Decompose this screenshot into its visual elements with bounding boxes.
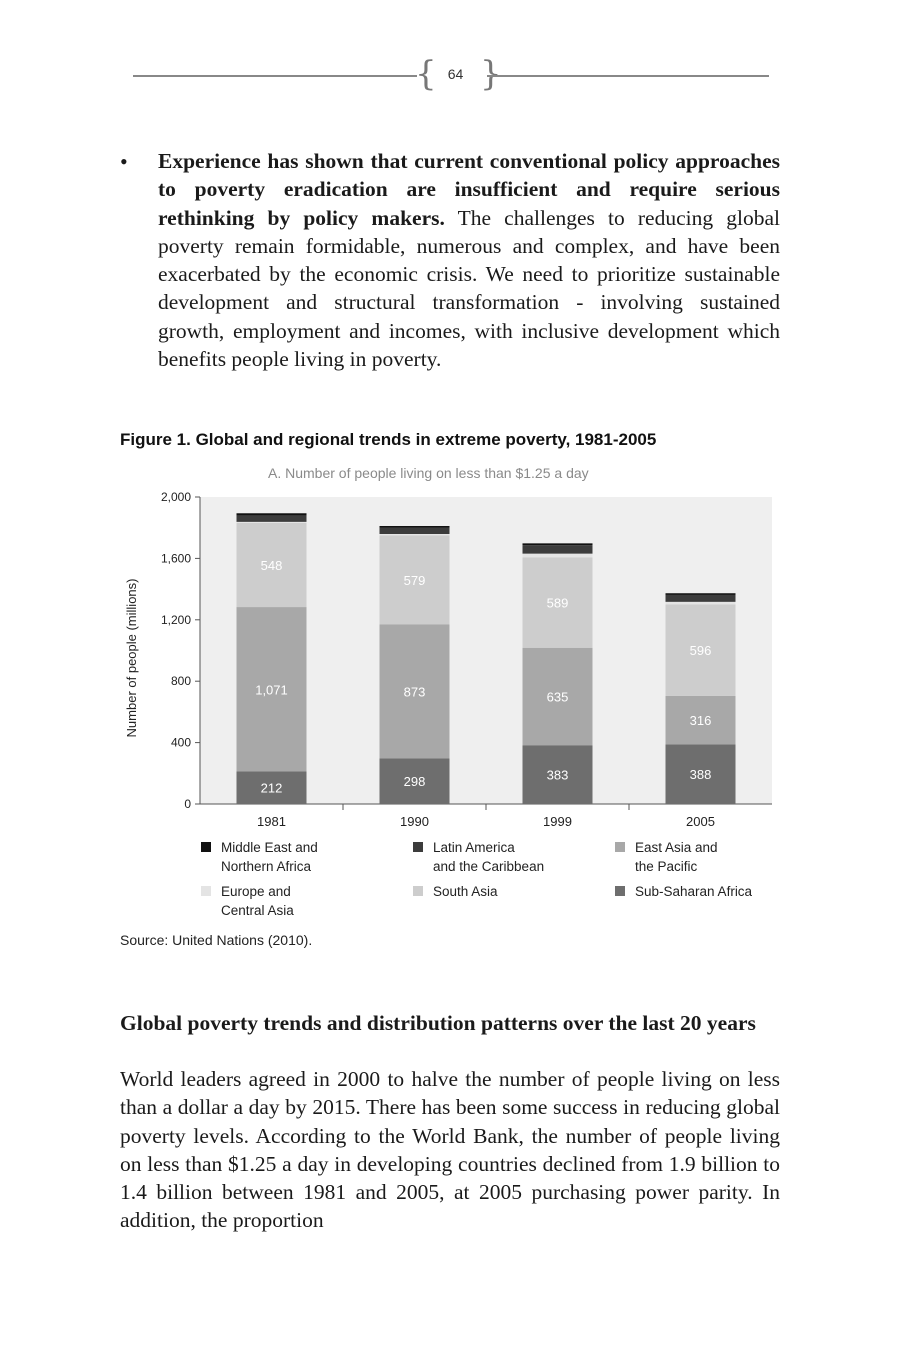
bar-data-label: 579 bbox=[403, 572, 426, 588]
legend-swatch bbox=[615, 886, 625, 896]
bar-segment bbox=[523, 543, 593, 545]
legend-label-line2: Northern Africa bbox=[221, 859, 312, 874]
figure-title: Figure 1. Global and regional trends in extreme poverty, 1981-2005 bbox=[120, 430, 657, 449]
bar-segment bbox=[237, 513, 307, 515]
x-tick-label: 1990 bbox=[400, 814, 429, 829]
bar-segment bbox=[523, 545, 593, 553]
bar-segment bbox=[666, 595, 736, 602]
bar-data-label: 383 bbox=[546, 767, 569, 783]
bullet-paragraph bbox=[158, 147, 780, 373]
section-heading: Global poverty trends and distribution patterns over the last 20 years bbox=[120, 1011, 756, 1035]
legend-label-line2: the Pacific bbox=[635, 859, 698, 874]
legend-label: Middle East and bbox=[221, 840, 318, 855]
page-number: 64 bbox=[447, 66, 464, 82]
bullet-bold-text: Experience has shown that current conventional policy approaches to poverty eradication are insufficient and require serious rethinking by policy makers. bbox=[158, 149, 780, 230]
legend-label: Sub-Saharan Africa bbox=[635, 884, 753, 899]
bar-data-label: 589 bbox=[546, 595, 569, 611]
header-rule-left bbox=[133, 75, 417, 77]
legend-label: South Asia bbox=[433, 884, 498, 899]
legend-label: Europe and bbox=[221, 884, 291, 899]
y-tick-label: 800 bbox=[170, 674, 191, 689]
chart-svg bbox=[118, 460, 788, 930]
figure-source: Source: United Nations (2010). bbox=[120, 932, 313, 948]
bar-segment bbox=[380, 534, 450, 535]
bar-data-label: 388 bbox=[689, 767, 712, 783]
bar-data-label: 873 bbox=[403, 684, 426, 700]
y-tick-label: 400 bbox=[170, 735, 191, 750]
bar-data-label: 316 bbox=[689, 713, 712, 729]
bar-data-label: 596 bbox=[689, 643, 712, 659]
bar-segment bbox=[237, 515, 307, 521]
body-paragraph: World leaders agreed in 2000 to halve the number of people living on less than a dollar a day by 2015. There has been some success in reducing global poverty levels. According to the World Bank, the number of people living on less than $1.25 a day in developing countries declined from 1.9 billion to 1.4 billion between 1981 and 2005, at 2005 purchasing power parity. In addition, the proportion bbox=[120, 1067, 780, 1233]
page-header bbox=[133, 54, 769, 94]
legend-swatch bbox=[201, 842, 211, 852]
chart-title: A. Number of people living on less than $1.25 a day bbox=[268, 465, 589, 481]
right-brace-icon: } bbox=[480, 54, 502, 94]
chart bbox=[118, 460, 788, 930]
legend bbox=[201, 840, 753, 918]
bar-data-label: 1,071 bbox=[255, 682, 288, 698]
legend-label: Latin America bbox=[433, 840, 515, 855]
legend-label-line2: Central Asia bbox=[221, 903, 294, 918]
bar-data-label: 635 bbox=[546, 689, 569, 705]
legend-swatch bbox=[413, 886, 423, 896]
legend-label: East Asia and bbox=[635, 840, 718, 855]
y-tick-label: 0 bbox=[184, 797, 191, 811]
bar-data-label: 548 bbox=[260, 558, 283, 574]
bar-segment bbox=[666, 602, 736, 605]
bar-segment bbox=[666, 593, 736, 595]
y-tick-label: 1,200 bbox=[160, 612, 191, 627]
bar-segment bbox=[380, 526, 450, 528]
bar-data-label: 298 bbox=[403, 774, 426, 790]
x-tick-label: 1999 bbox=[543, 814, 572, 829]
bullet-dot-icon: • bbox=[120, 149, 128, 174]
bullet-body-text: The challenges to reducing global poverty remain formidable, numerous and complex, and have been exacerbated by the economic crisis. We need to prioritize sustainable development and structural transformation - involving sustained growth, employment and incomes, with inclusive development which benefits people living in poverty. bbox=[158, 205, 780, 372]
y-tick-label: 1,600 bbox=[160, 551, 191, 566]
bar-segment bbox=[380, 528, 450, 534]
x-tick-label: 2005 bbox=[686, 814, 715, 829]
y-tick-label: 2,000 bbox=[160, 490, 191, 504]
x-tick-label: 1981 bbox=[257, 814, 286, 829]
legend-swatch bbox=[201, 886, 211, 896]
legend-label-line2: and the Caribbean bbox=[433, 859, 545, 874]
header-rule-right bbox=[487, 75, 769, 77]
y-axis-label: Number of people (millions) bbox=[124, 578, 139, 738]
bar-data-label: 212 bbox=[260, 780, 283, 796]
left-brace-icon: { bbox=[415, 54, 437, 94]
bar-segment bbox=[523, 554, 593, 558]
legend-swatch bbox=[413, 842, 423, 852]
legend-swatch bbox=[615, 842, 625, 852]
bar-segment bbox=[237, 522, 307, 523]
